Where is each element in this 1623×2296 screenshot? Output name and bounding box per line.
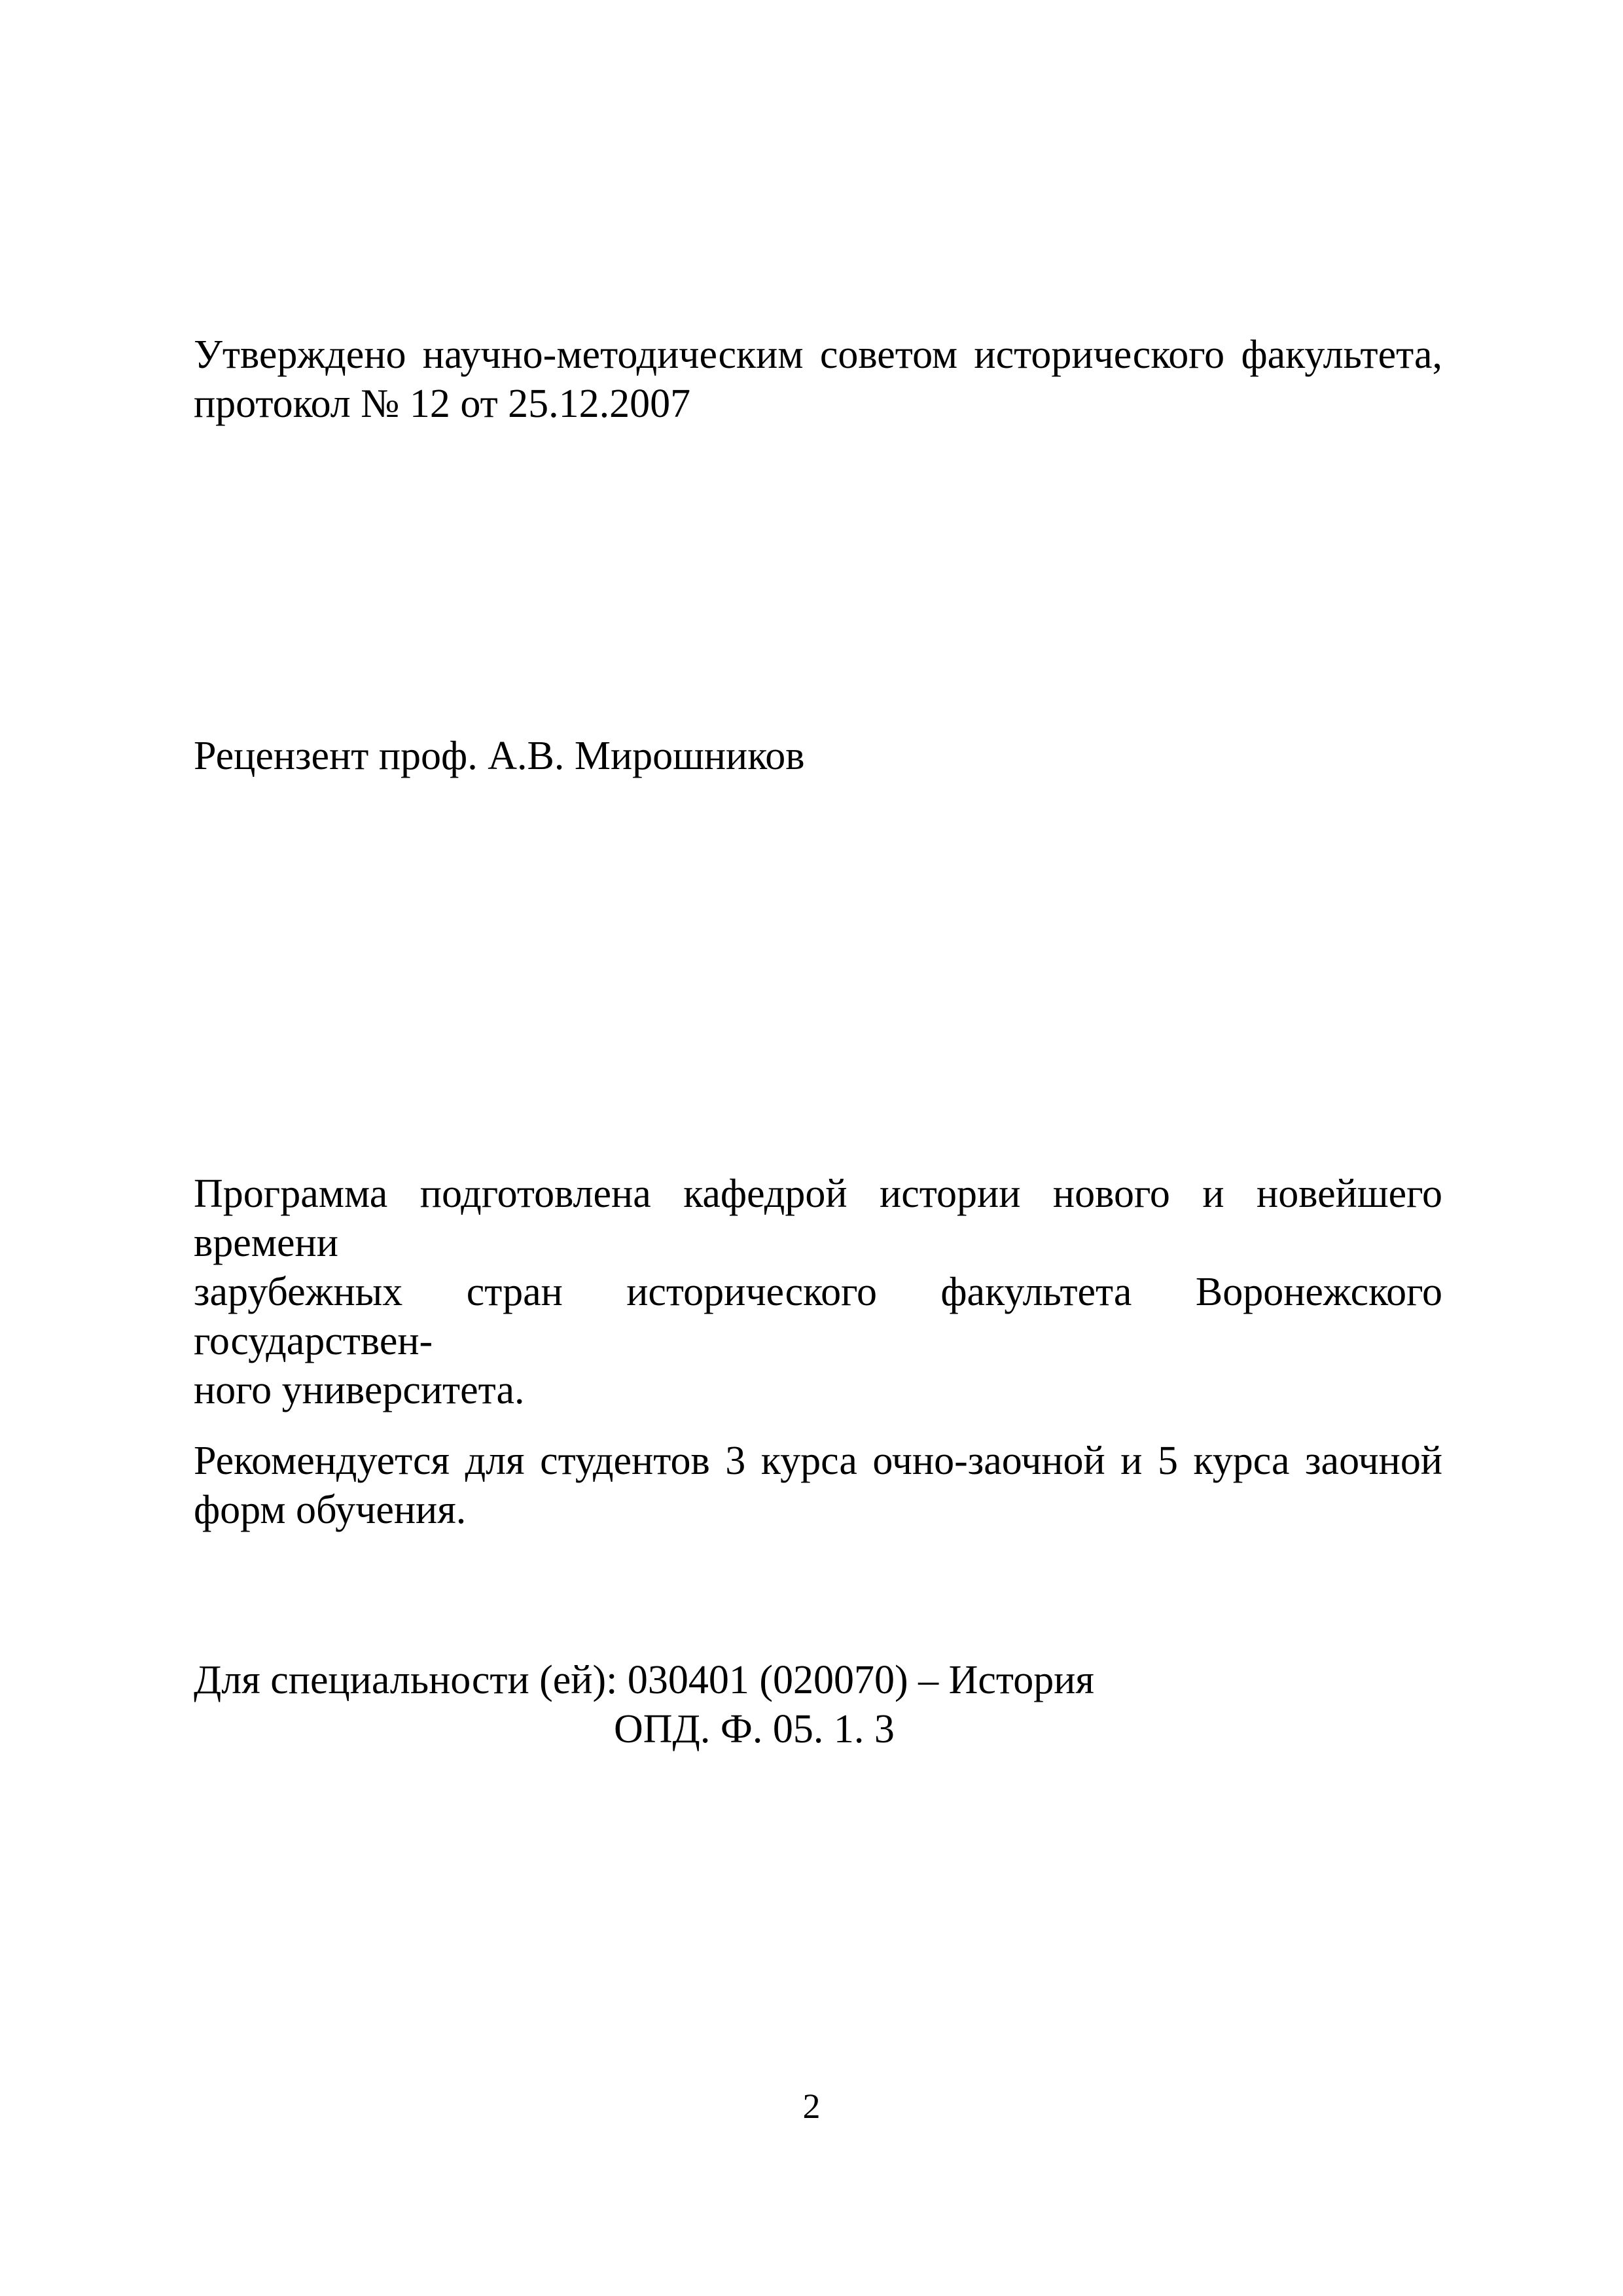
recommendation-note [194,1437,1442,1535]
approval-note-line-1: Утверждено научно-методическим советом исторического факультета, [194,332,1442,377]
preparation-note-line-2: зарубежных стран исторического факультета Воронежского государствен- [194,1270,1442,1363]
discipline-code: ОПД. Ф. 05. 1. 3 [614,1707,895,1751]
recommendation-note-line-2: форм обучения. [194,1488,467,1532]
specialty-note [194,1656,1442,1754]
specialty-line: Для специальности (ей): 030401 (020070) – История [194,1658,1094,1702]
preparation-note-line-3: ного университета. [194,1368,525,1412]
reviewer-line [194,732,1442,781]
reviewer-text: Рецензент проф. А.В. Мирошников [194,734,805,778]
preparation-note-line-1: Программа подготовлена кафедрой истории нового и новейшего времени [194,1172,1442,1265]
page-number: 2 [802,2087,821,2126]
approval-note-line-2: протокол № 12 от 25.12.2007 [194,382,691,426]
approval-note [194,331,1442,429]
recommendation-note-line-1: Рекомендуется для студентов 3 курса очно-заочной и 5 курса заочной [194,1439,1442,1483]
preparation-note [194,1170,1442,1415]
